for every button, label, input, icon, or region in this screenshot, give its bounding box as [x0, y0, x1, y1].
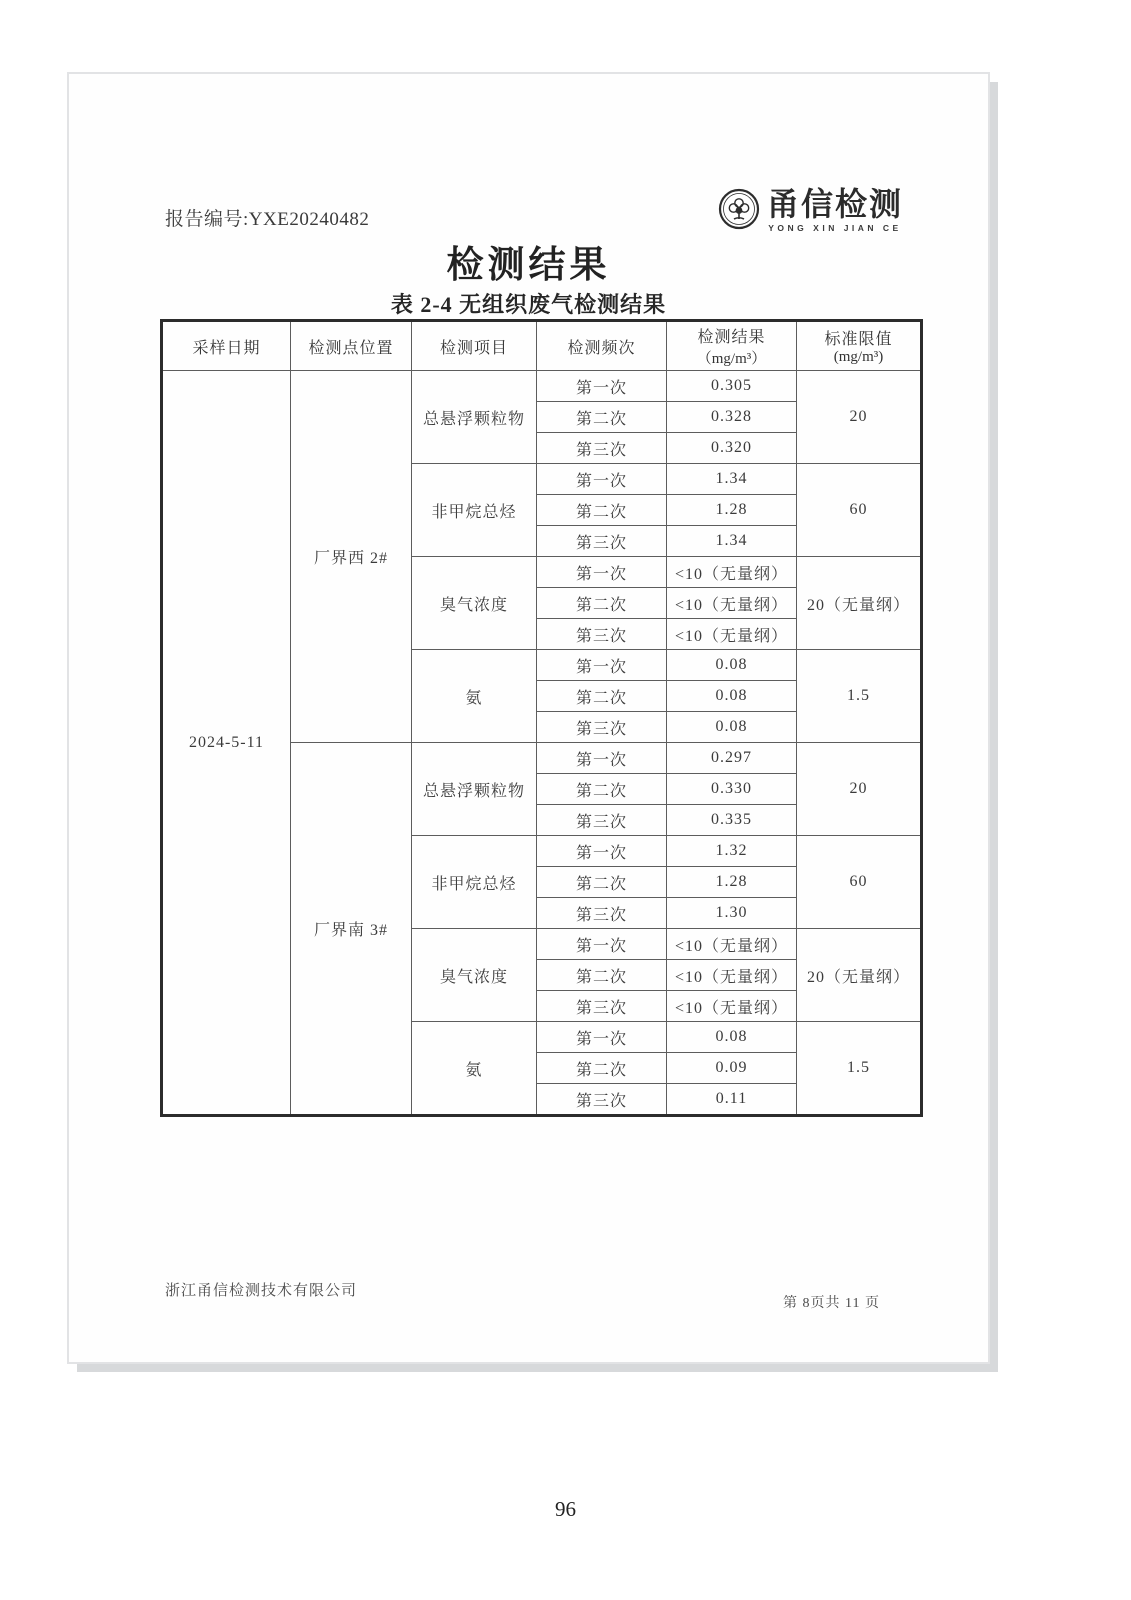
- result-cell: 0.11: [667, 1084, 797, 1116]
- limit-cell: 20（无量纲）: [797, 929, 922, 1022]
- result-cell: 1.28: [667, 867, 797, 898]
- frequency-cell: 第二次: [537, 1053, 667, 1084]
- frequency-cell: 第一次: [537, 650, 667, 681]
- result-cell: 1.34: [667, 526, 797, 557]
- frequency-cell: 第二次: [537, 402, 667, 433]
- column-header-2: 检测项目: [412, 321, 537, 371]
- result-cell: 0.330: [667, 774, 797, 805]
- result-cell: 1.30: [667, 898, 797, 929]
- logo-emblem-icon: [718, 188, 760, 230]
- logo-name-cn: 甬信检测: [767, 186, 904, 222]
- limit-cell: 60: [797, 464, 922, 557]
- company-logo: [718, 188, 903, 233]
- result-cell: 0.08: [667, 681, 797, 712]
- frequency-cell: 第二次: [537, 681, 667, 712]
- result-cell: <10（无量纲）: [667, 929, 797, 960]
- limit-cell: 1.5: [797, 1022, 922, 1116]
- frequency-cell: 第三次: [537, 898, 667, 929]
- frequency-cell: 第一次: [537, 929, 667, 960]
- document-page: [67, 72, 990, 1364]
- footer-page-info: 第 8页共 11 页: [783, 1296, 880, 1311]
- parameter-cell: 氨: [412, 650, 537, 743]
- table-head: [162, 321, 922, 371]
- result-cell: 0.08: [667, 1022, 797, 1053]
- result-cell: <10（无量纲）: [667, 588, 797, 619]
- result-cell: 0.320: [667, 433, 797, 464]
- result-cell: <10（无量纲）: [667, 619, 797, 650]
- result-cell: 0.08: [667, 650, 797, 681]
- date-cell: 2024-5-11: [162, 371, 291, 1116]
- table-body: [162, 371, 922, 1116]
- frequency-cell: 第三次: [537, 433, 667, 464]
- result-cell: <10（无量纲）: [667, 557, 797, 588]
- column-header-0: 采样日期: [162, 321, 291, 371]
- parameter-cell: 总悬浮颗粒物: [412, 743, 537, 836]
- location-cell: 厂界西 2#: [291, 371, 412, 743]
- limit-cell: 1.5: [797, 650, 922, 743]
- frequency-cell: 第一次: [537, 743, 667, 774]
- limit-cell: 20（无量纲）: [797, 557, 922, 650]
- frequency-cell: 第三次: [537, 805, 667, 836]
- frequency-cell: 第二次: [537, 867, 667, 898]
- results-table: [160, 319, 923, 1117]
- parameter-cell: 氨: [412, 1022, 537, 1116]
- table-caption: 表 2-4 无组织废气检测结果: [390, 292, 667, 317]
- column-header-1: 检测点位置: [291, 321, 412, 371]
- result-cell: 0.335: [667, 805, 797, 836]
- frequency-cell: 第三次: [537, 526, 667, 557]
- result-cell: <10（无量纲）: [667, 960, 797, 991]
- column-header-3: 检测频次: [537, 321, 667, 371]
- logo-name-en: YONG XIN JIAN CE: [768, 222, 902, 233]
- limit-cell: 60: [797, 836, 922, 929]
- frequency-cell: 第二次: [537, 774, 667, 805]
- location-cell: 厂界南 3#: [291, 743, 412, 1116]
- table-row: [162, 371, 922, 402]
- parameter-cell: 非甲烷总烃: [412, 464, 537, 557]
- parameter-cell: 非甲烷总烃: [412, 836, 537, 929]
- footer-company-name: 浙江甬信检测技术有限公司: [165, 1283, 358, 1299]
- result-cell: <10（无量纲）: [667, 991, 797, 1022]
- result-cell: 0.328: [667, 402, 797, 433]
- frequency-cell: 第一次: [537, 836, 667, 867]
- result-cell: 0.09: [667, 1053, 797, 1084]
- column-header-5: 标准限值 (mg/m³): [797, 321, 922, 371]
- frequency-cell: 第二次: [537, 495, 667, 526]
- result-cell: 0.08: [667, 712, 797, 743]
- frequency-cell: 第一次: [537, 557, 667, 588]
- frequency-cell: 第一次: [537, 1022, 667, 1053]
- frequency-cell: 第一次: [537, 464, 667, 495]
- limit-cell: 20: [797, 371, 922, 464]
- result-cell: 0.305: [667, 371, 797, 402]
- report-number: 报告编号:YXE20240482: [165, 209, 370, 230]
- parameter-cell: 臭气浓度: [412, 557, 537, 650]
- result-cell: 1.34: [667, 464, 797, 495]
- result-cell: 0.297: [667, 743, 797, 774]
- parameter-cell: 臭气浓度: [412, 929, 537, 1022]
- frequency-cell: 第二次: [537, 960, 667, 991]
- frequency-cell: 第三次: [537, 619, 667, 650]
- result-cell: 1.28: [667, 495, 797, 526]
- frequency-cell: 第二次: [537, 588, 667, 619]
- pdf-page-number: 96: [555, 1497, 576, 1521]
- result-cell: 1.32: [667, 836, 797, 867]
- limit-cell: 20: [797, 743, 922, 836]
- parameter-cell: 总悬浮颗粒物: [412, 371, 537, 464]
- frequency-cell: 第一次: [537, 371, 667, 402]
- frequency-cell: 第三次: [537, 1084, 667, 1116]
- frequency-cell: 第三次: [537, 991, 667, 1022]
- frequency-cell: 第三次: [537, 712, 667, 743]
- column-header-4: 检测结果 （mg/m³）: [667, 321, 797, 371]
- page-title: 检测结果: [446, 245, 611, 286]
